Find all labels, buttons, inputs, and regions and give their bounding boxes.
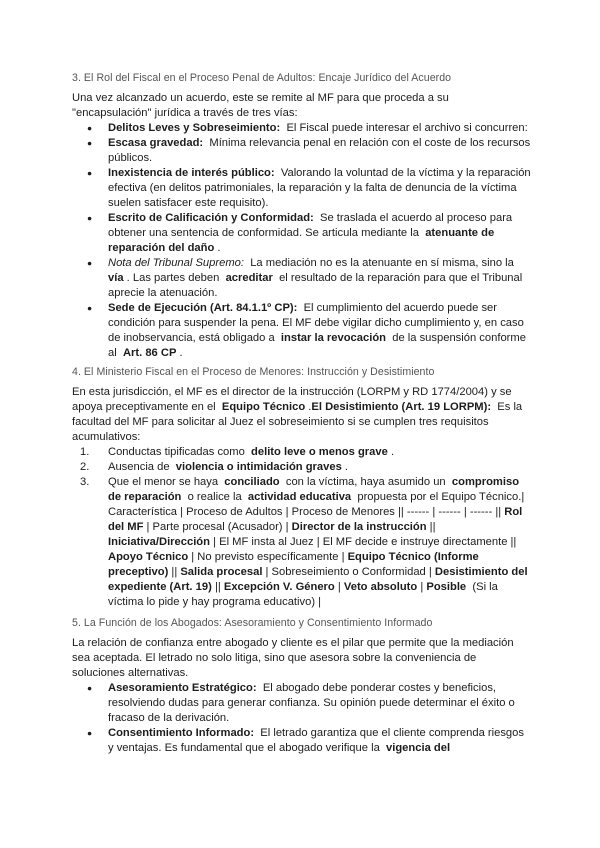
- list-item-requirement-2: [72, 460, 532, 475]
- list-item-requirement-1: [72, 445, 532, 460]
- text-span: [108, 505, 532, 520]
- bold-text: Desistimiento del: [434, 566, 528, 578]
- text-span: [108, 445, 532, 460]
- text-span: acumulativos:: [72, 431, 141, 443]
- text-span: Que el menor se haya: [108, 476, 219, 488]
- text-span: fracaso de la derivación.: [108, 712, 230, 724]
- list-item-escasa-gravedad: [72, 136, 532, 166]
- section-5-heading: 5. La Función de los Abogados: Asesoramiento y Consentimiento Informado: [72, 617, 433, 629]
- bold-text: de reparación: [108, 491, 182, 503]
- text-span: La mediación no es la atenuante en sí misma, sino la: [250, 257, 514, 269]
- text-span: efectiva (en delitos patrimoniales, la reparación y la falta de denuncia de la víctima: [108, 182, 517, 194]
- text-span: | No previsto específicamente |: [191, 551, 345, 563]
- text-span: "encapsulación" jurídica a través de tres vías:: [72, 107, 298, 119]
- text-span: El abogado debe ponderar costes y beneficios,: [262, 682, 497, 694]
- text-span: víctima lo pide y hay programa educativo) |: [108, 596, 322, 608]
- text-span: El cumplimiento del acuerdo puede ser: [303, 302, 497, 314]
- text-span: propuesta por el Equipo Técnico.|: [357, 491, 525, 503]
- text-span: [108, 580, 532, 595]
- text-span: .: [344, 461, 349, 473]
- text-span: [108, 520, 532, 535]
- bold-text: Rol: [504, 506, 523, 518]
- text-span: [108, 331, 532, 346]
- section-4-heading: 4. El Ministerio Fiscal en el Proceso de Menores: Instrucción y Desistimiento: [72, 366, 435, 378]
- text-span: de inobservancia, está obligado a: [108, 332, 275, 344]
- text-span: obtener una sentencia de conformidad. Se articula mediante la: [108, 227, 419, 239]
- text-span: | El MF insta al Juez | El MF decide e instruye directamente ||: [213, 536, 517, 548]
- bold-text: Equipo Técnico: [221, 401, 306, 413]
- text-span: |: [337, 581, 341, 593]
- text-span: . Las partes deben: [126, 272, 220, 284]
- text-span: | Sobreseimiento o Conformidad |: [265, 566, 432, 578]
- text-span: [108, 271, 532, 286]
- list-item-nota-tribunal: [72, 256, 532, 301]
- text-span: La relación de confianza entre abogado y cliente es el pilar que permite que la mediación: [72, 637, 514, 649]
- bold-text: Apoyo Técnico: [108, 551, 189, 563]
- text-span: soluciones alternativas.: [72, 667, 189, 679]
- list-item-consentimiento: [72, 726, 532, 756]
- text-span: suelen satisfacer este requisito).: [108, 197, 269, 209]
- text-span: Conductas tipificadas como: [108, 446, 245, 458]
- text-span: ||: [171, 566, 178, 578]
- bold-text: Director de la instrucción: [291, 521, 427, 533]
- text-span: [108, 535, 532, 550]
- text-span: .: [179, 347, 183, 359]
- text-span: |: [420, 581, 424, 593]
- text-span: [108, 726, 532, 741]
- text-span: [108, 475, 532, 490]
- bold-text: compromiso: [451, 476, 520, 488]
- text-span: al: [108, 347, 117, 359]
- text-span: el resultado de la reparación para que el Tribunal: [279, 272, 523, 284]
- bold-text: instar la revocación: [280, 332, 386, 344]
- text-span: [108, 681, 532, 696]
- bold-text: Sede de Ejecución (Art. 84.1.1º CP):: [108, 302, 298, 314]
- bold-text: Equipo Técnico (Informe: [347, 551, 479, 563]
- bold-text: vigencia del: [386, 742, 451, 754]
- section-4-paragraph: [72, 385, 532, 445]
- text-span: con la víctima, haya asumido un: [285, 476, 446, 488]
- bold-text: Asesoramiento Estratégico:: [108, 682, 257, 694]
- bold-text: Veto absoluto: [343, 581, 418, 593]
- list-item-sede-ejecucion: [72, 301, 532, 361]
- bold-text: El Desistimiento (Art. 19 LORPM):: [311, 401, 492, 413]
- bold-text: conciliado: [224, 476, 280, 488]
- text-span: sea aceptada. El letrado no solo litiga, sino que asesora sobre la conveniencia de: [72, 652, 477, 664]
- text-span: El letrado garantiza que el cliente comprenda riesgos: [260, 727, 524, 739]
- text-span: [108, 121, 532, 136]
- section-4-requirements-list: [72, 445, 532, 610]
- text-span: Una vez alcanzado un acuerdo, este se remite al MF para que proceda a su: [72, 92, 449, 104]
- bold-text: Iniciativa/Dirección: [108, 536, 210, 548]
- italic-text: Nota del Tribunal Supremo:: [108, 257, 244, 269]
- text-span: [108, 565, 532, 580]
- text-span: resolviendo dudas para generar confianza. Su opinión puede determinar el éxito o: [108, 697, 515, 709]
- bold-text: Posible: [426, 581, 467, 593]
- bold-text: delito leve o menos grave: [251, 446, 388, 458]
- text-span: [108, 256, 532, 271]
- text-span: apoya preceptivamente en el Equipo Técnico .El Desistimiento (Art. 19 LORPM): Es la: [72, 401, 523, 413]
- text-span: y ventajas. Es fundamental que el abogado verifique la: [108, 742, 380, 754]
- bold-text: Inexistencia de interés público:: [108, 167, 275, 179]
- text-span: [108, 550, 532, 565]
- bold-text: Delitos Leves y Sobreseimiento:: [108, 122, 281, 134]
- text-span: Ausencia de: [108, 461, 170, 473]
- text-span: [108, 346, 532, 361]
- text-span: [108, 460, 532, 475]
- text-span: [108, 301, 532, 316]
- bold-text: acreditar: [225, 272, 273, 284]
- text-span: [108, 490, 532, 505]
- bold-text: preceptivo): [108, 566, 169, 578]
- text-span: [108, 136, 532, 151]
- text-span: Mínima relevancia penal en relación con el coste de los recursos: [209, 137, 531, 149]
- text-span: de la suspensión conforme: [392, 332, 526, 344]
- text-span: o realice la: [187, 491, 242, 503]
- text-span: 3.: [80, 476, 90, 488]
- text-span: [108, 211, 532, 226]
- bold-text: vía: [108, 272, 124, 284]
- list-item-delitos-leves: [72, 121, 532, 136]
- bold-text: Salida procesal: [180, 566, 263, 578]
- text-span: .: [390, 446, 395, 458]
- text-span: condición para suspender la pena. El MF debe vigilar dicho cumplimiento y, en caso: [108, 317, 524, 329]
- text-span: En esta jurisdicción, el MF es el director de la instrucción (LORPM y RD 1774/2004) y se: [72, 386, 512, 398]
- bold-text: violencia o intimidación graves: [175, 461, 342, 473]
- bold-text: Excepción V. Género: [223, 581, 335, 593]
- bold-text: Consentimiento Informado:: [108, 727, 255, 739]
- section-3-heading: 3. El Rol del Fiscal en el Proceso Penal de Adultos: Encaje Jurídico del Acuerdo: [72, 72, 452, 84]
- text-span: 1.: [80, 446, 90, 458]
- list-item-requirement-3: [72, 475, 532, 610]
- text-span: Se traslada el acuerdo al proceso para: [319, 212, 513, 224]
- section-5-paragraph: [72, 636, 532, 681]
- list-item-interes-publico: [72, 166, 532, 211]
- bold-text: Escrito de Calificación y Conformidad:: [108, 212, 314, 224]
- text-span: Valorando la voluntad de la víctima y la reparación: [280, 167, 531, 179]
- text-span: [108, 166, 532, 181]
- text-span: [108, 226, 532, 241]
- section-3-intro: [72, 91, 532, 121]
- text-span: | Parte procesal (Acusador) |: [146, 521, 289, 533]
- text-span: [108, 741, 532, 756]
- text-span: El Fiscal puede interesar el archivo si concurren:: [286, 122, 528, 134]
- text-span: públicos.: [108, 152, 153, 164]
- bold-text: expediente (Art. 19): [108, 581, 212, 593]
- text-span: (Si la: [472, 581, 498, 593]
- list-item-asesoramiento: [72, 681, 532, 726]
- bold-text: reparación del daño: [108, 242, 215, 254]
- bold-text: Escasa gravedad:: [108, 137, 204, 149]
- text-span: aprecie la atenuación.: [108, 287, 218, 299]
- section-3-list: [72, 121, 532, 361]
- list-item-escrito-calificacion: [72, 211, 532, 256]
- text-span: .: [217, 242, 221, 254]
- bold-text: atenuante de: [425, 227, 495, 239]
- text-span: 2.: [80, 461, 90, 473]
- text-span: [108, 241, 532, 256]
- bold-text: del MF: [108, 521, 144, 533]
- bold-text: actividad educativa: [247, 491, 352, 503]
- text-span: facultad del MF para solicitar al Juez el sobreseimiento si se cumplen tres requisitos: [72, 416, 489, 428]
- text-span: ||: [429, 521, 436, 533]
- text-span: Característica | Proceso de Adultos | Proceso de Menores || ------ | ------ | ------ ||: [108, 506, 502, 518]
- section-5-list: [72, 681, 532, 756]
- bold-text: Art. 86 CP: [122, 347, 177, 359]
- text-span: ||: [214, 581, 221, 593]
